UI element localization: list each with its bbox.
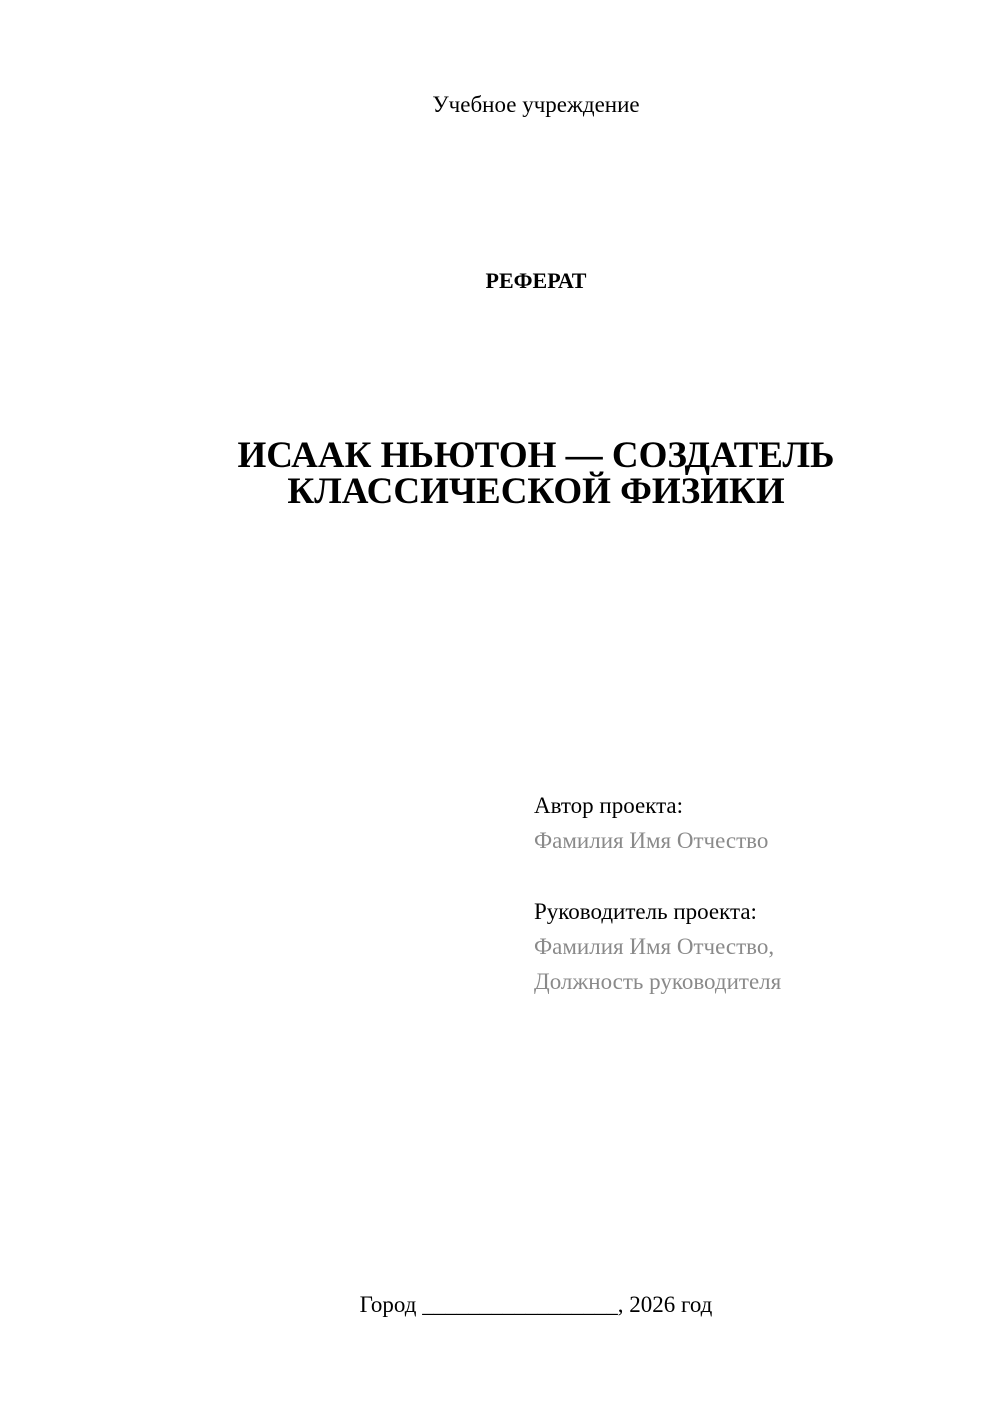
institution-name: Учебное учреждение: [432, 92, 640, 117]
document-title: [0, 435, 1000, 512]
city-label: Город: [359, 1292, 417, 1317]
document-title-line: ИСААК НЬЮТОН — СОЗДАТЕЛЬ: [237, 435, 835, 476]
project-info: [534, 788, 974, 999]
year-text: , 2026 год: [617, 1292, 713, 1317]
city-year-line: [0, 1290, 1000, 1320]
supervisor-label: Руководитель проекта:: [534, 899, 757, 924]
author-label: Автор проекта:: [534, 793, 683, 818]
author-name: Фамилия Имя Отчество: [534, 828, 769, 853]
supervisor-name: Фамилия Имя Отчество,: [534, 934, 775, 959]
supervisor-position: Должность руководителя: [534, 969, 782, 994]
spacer: [534, 858, 974, 894]
document-type: РЕФЕРАТ: [485, 268, 587, 293]
document-title-line: КЛАССИЧЕСКОЙ ФИЗИКИ: [287, 471, 785, 512]
city-blank: _________________: [422, 1292, 618, 1317]
